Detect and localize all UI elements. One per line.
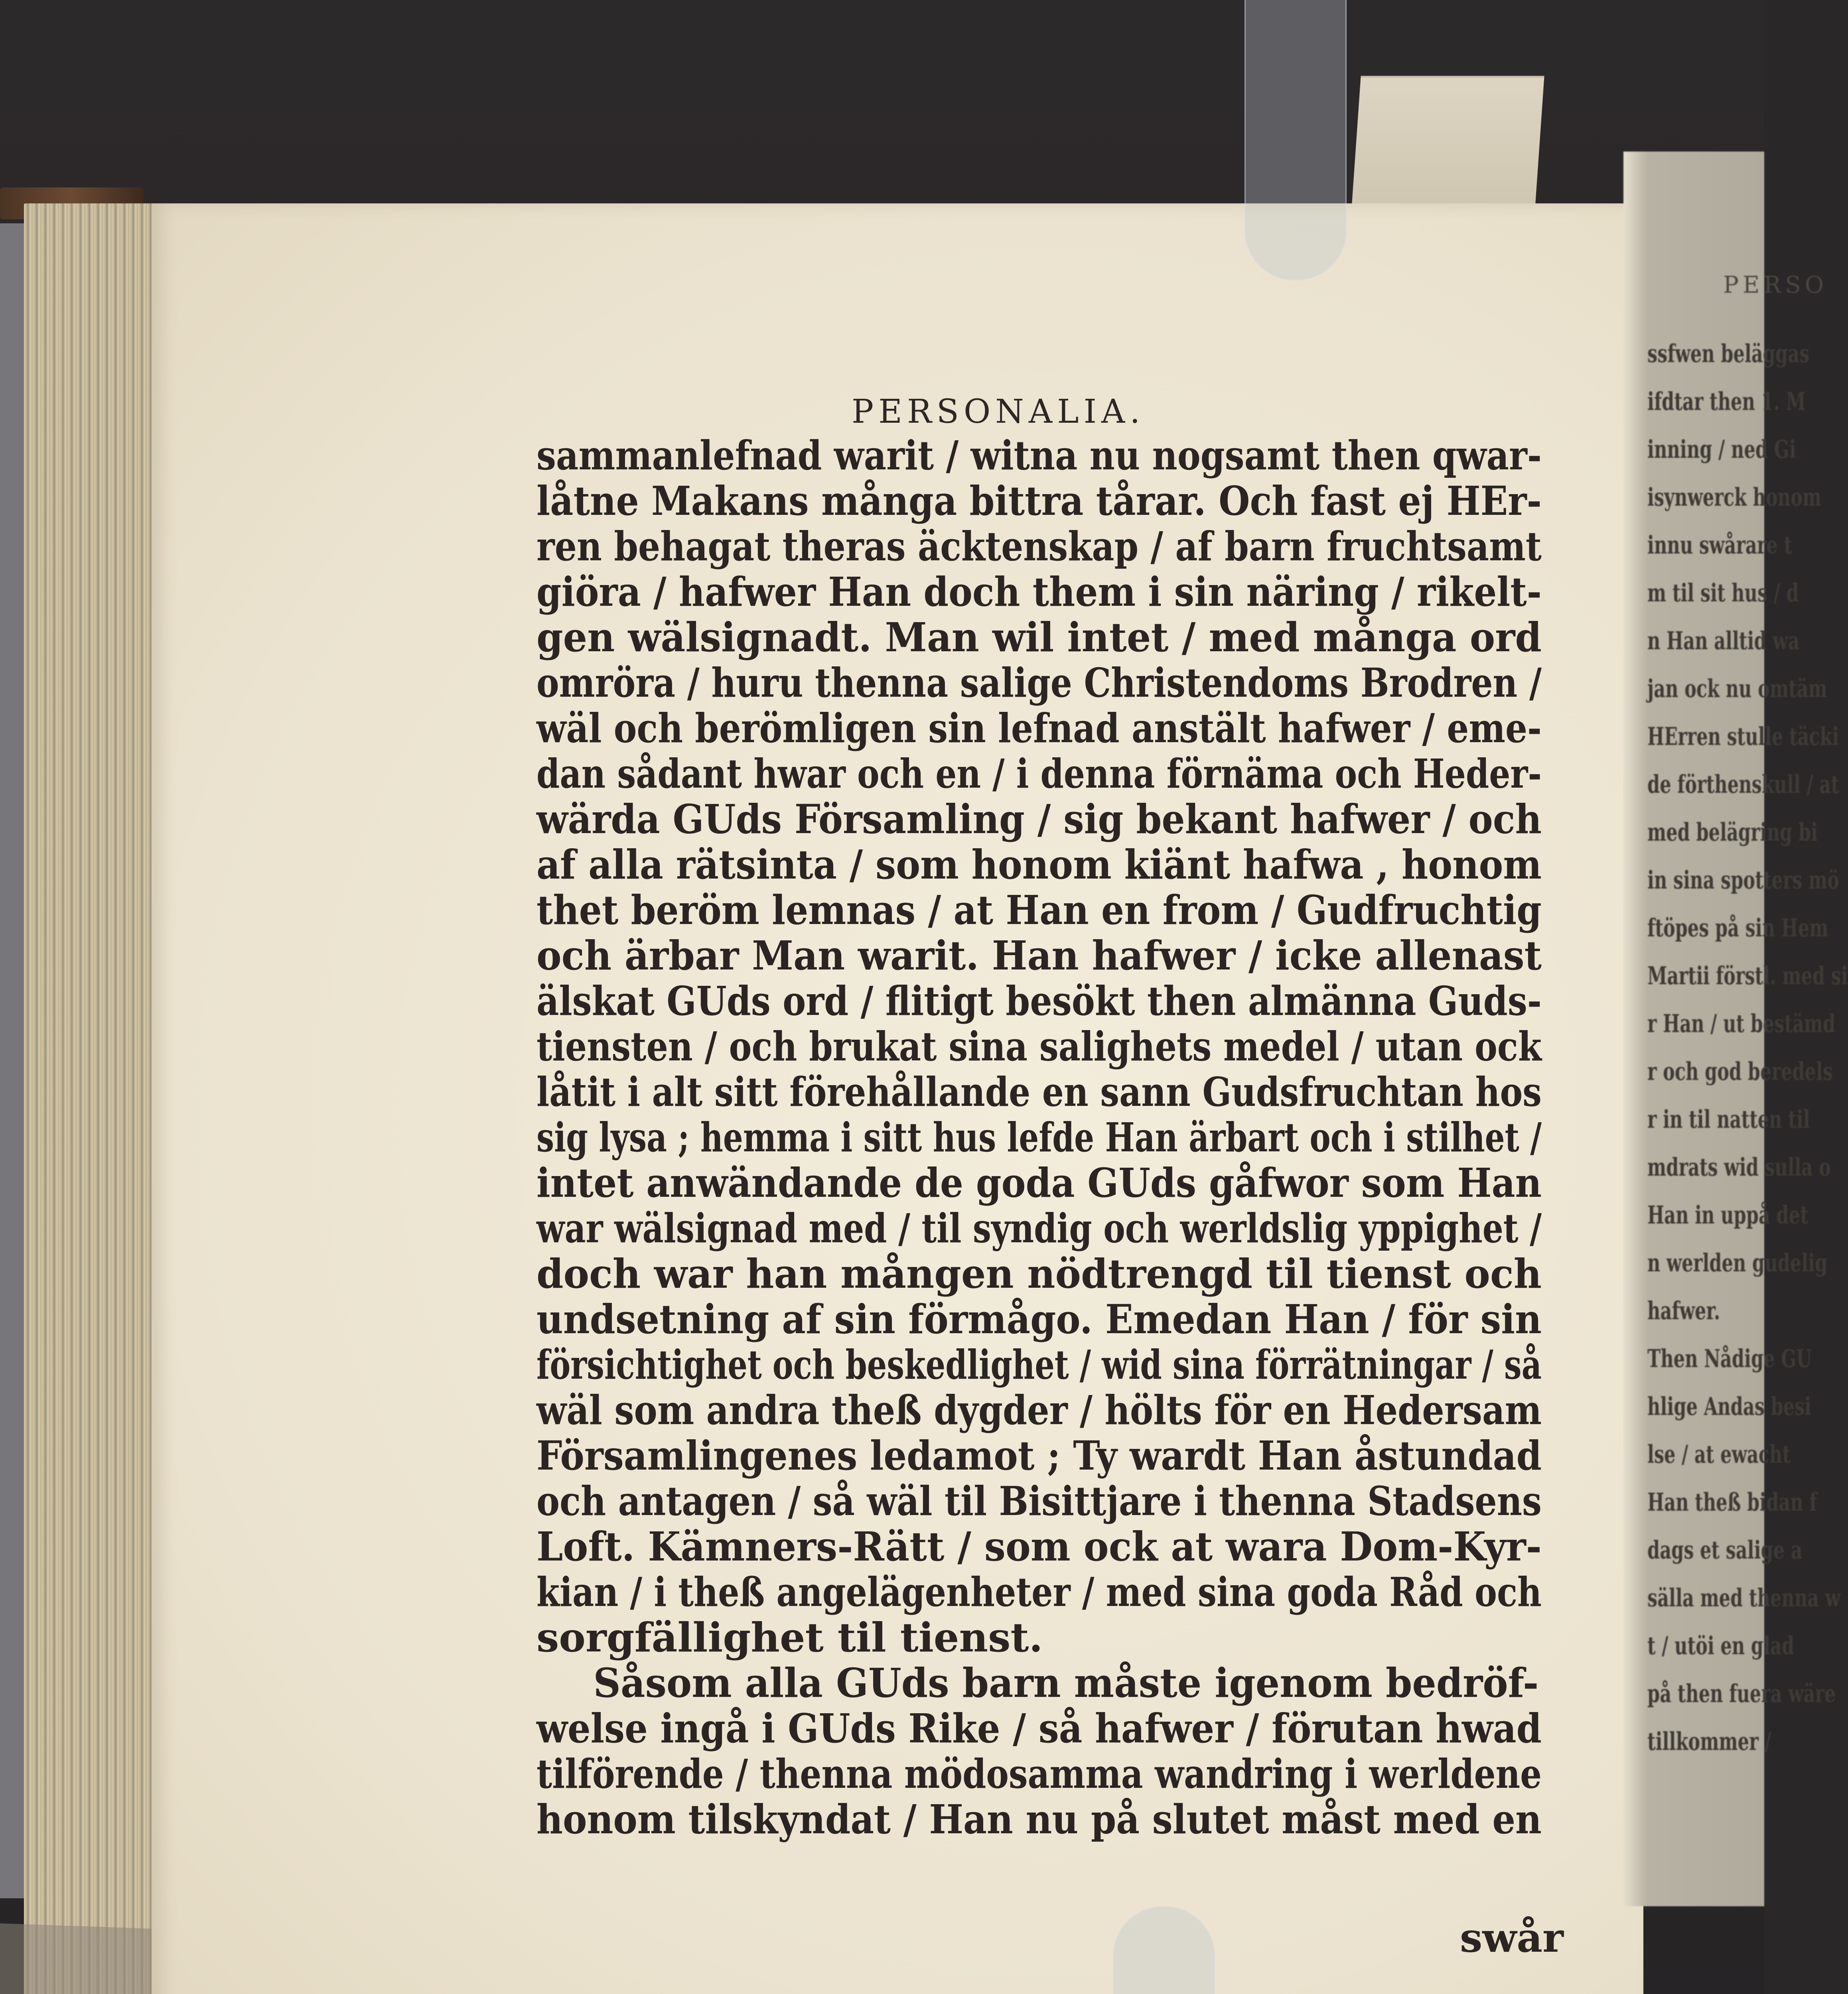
adjacent-text-line: m til sit hus / d <box>1647 578 1799 607</box>
text-line: omröra / huru thenna salige Christendoms Brodren / <box>536 659 1542 706</box>
adjacent-text-line: de förthenskull / at <box>1647 770 1839 799</box>
adjacent-text-line: jan ock nu omtäm <box>1647 674 1827 703</box>
adjacent-text-line: Han theß bidan f <box>1647 1488 1817 1517</box>
adjacent-text-line: Martii förstl. med si <box>1647 961 1848 990</box>
adjacent-text-line: ifdtar then 1. M <box>1647 387 1806 416</box>
text-line: försichtighet och beskedlighet / wid sina förrätningar / så <box>536 1341 1542 1388</box>
adjacent-text-line: dags et salige a <box>1647 1535 1803 1564</box>
adjacent-text-line: Then Nådige GU <box>1647 1344 1812 1373</box>
adjacent-text-line: t / utöi en glad <box>1647 1631 1795 1660</box>
adjacent-text-line: n Han alltid wa <box>1647 626 1800 655</box>
text-line: honom tilskyndat / Han nu på slutet måst med en <box>536 1796 1542 1843</box>
text-line: tilförende / thenna mödosamma wandring i werldene <box>536 1750 1542 1797</box>
text-line: tiensten / och brukat sina salighets medel / utan ock <box>536 1023 1542 1070</box>
adjacent-page-header: PERSO <box>1723 271 1828 298</box>
adjacent-text-line: r in til natten til <box>1647 1105 1810 1134</box>
adjacent-text-line: på then fuera wäre <box>1647 1679 1836 1708</box>
text-line: låtit i alt sitt förehållande en sann Gudsfruchtan hos <box>536 1068 1542 1115</box>
text-line: giöra / hafwer Han doch them i sin näring / rikelt- <box>536 568 1542 615</box>
text-line: Församlingenes ledamot ; Ty wardt Han åstundad <box>536 1432 1542 1479</box>
text-line: wäl som andra theß dygder / hölts för en Hedersam <box>536 1387 1542 1434</box>
text-line: låtne Makans många bittra tårar. Och fast ej HEr- <box>536 477 1542 524</box>
adjacent-text-line: Han in uppå det <box>1647 1200 1809 1230</box>
adjacent-page <box>1623 152 1848 1906</box>
adjacent-text-line: in sina spotters mö <box>1647 865 1839 895</box>
adjacent-text-line: mdrats wid sulla o <box>1647 1153 1831 1182</box>
adjacent-text-line: isynwerck honom <box>1647 483 1822 512</box>
text-line: war wälsignad med / til syndig och werldslig yppighet / <box>536 1205 1542 1252</box>
adjacent-text-line: r Han / ut bestämd <box>1647 1009 1836 1038</box>
text-line: sorgfällighet til tienst. <box>536 1614 1043 1661</box>
text-line: ren behagat theras äcktenskap / af barn fruchtsamt <box>536 523 1542 570</box>
catchword: swår <box>1460 1914 1564 1961</box>
text-line: älskat GUds ord / flitigt besökt then almänna Guds- <box>536 977 1542 1025</box>
torn-paper-slip <box>1351 76 1544 209</box>
adjacent-text-line: r och god beredels <box>1647 1057 1833 1086</box>
text-line: sig lysa ; hemma i sitt hus lefde Han ärbart och i stilhet / <box>536 1114 1542 1161</box>
text-line: Såsom alla GUds barn måste igenom bedröf- <box>593 1659 1539 1706</box>
text-line: och ärbar Man warit. Han hafwer / icke allenast <box>536 932 1542 979</box>
text-line: welse ingå i GUds Rike / så hafwer / förutan hwad <box>536 1705 1542 1752</box>
text-line: intet anwändande de goda GUds gåfwor som Han <box>536 1159 1542 1206</box>
text-line: af alla rätsinta / som honom kiänt hafwa , honom <box>536 841 1542 888</box>
adjacent-text-line: sälla med thenna w <box>1647 1583 1841 1612</box>
adjacent-text-line: tillkommer / <box>1647 1727 1771 1756</box>
plastic-clip-top <box>1244 0 1347 280</box>
text-line: wärda GUds Församling / sig bekant hafwer / och <box>536 796 1542 843</box>
adjacent-text-line: ftöpes på sin Hem <box>1647 913 1828 942</box>
adjacent-text-line: innu swårare t <box>1647 530 1792 560</box>
text-line: kian / i theß angelägenheter / med sina goda Råd och <box>536 1568 1542 1616</box>
text-line: sammanlefnad warit / witna nu nogsamt then qwar- <box>536 432 1542 479</box>
adjacent-text-line: med belägring bi <box>1647 818 1818 847</box>
text-line: thet beröm lemnas / at Han en from / Gudfruchtig <box>536 887 1542 934</box>
adjacent-text-line: ssfwen beläggas <box>1647 339 1810 368</box>
text-line: undsetning af sin förmågo. Emedan Han / för sin <box>536 1296 1542 1343</box>
adjacent-text-line: hafwer. <box>1647 1296 1720 1325</box>
text-line: wäl och berömligen sin lefnad anstält hafwer / eme- <box>536 705 1542 752</box>
adjacent-text-line: inning / ned Gi <box>1647 435 1796 464</box>
page-block-edges <box>24 203 156 1994</box>
adjacent-text-line: lse / at ewacht <box>1647 1440 1791 1469</box>
page-body-text <box>536 433 1542 1842</box>
text-line: och antagen / så wäl til Bisittjare i thenna Stadsens <box>536 1478 1542 1525</box>
text-line: Loft. Kämners-Rätt / som ock at wara Dom-Kyr- <box>536 1523 1542 1570</box>
adjacent-text-line: n werlden gudelig <box>1647 1248 1828 1277</box>
text-line: doch war han mången nödtrengd til tienst och <box>536 1250 1542 1297</box>
page-header: PERSONALIA. <box>852 393 1145 431</box>
adjacent-text-line: HErren stulle täcki <box>1647 722 1839 751</box>
text-line: dan sådant hwar och en / i denna förnäma och Heder- <box>536 750 1542 797</box>
adjacent-text-line: hlige Andas besi <box>1647 1392 1812 1421</box>
text-line: gen wälsignadt. Man wil intet / med många ord <box>536 614 1542 661</box>
